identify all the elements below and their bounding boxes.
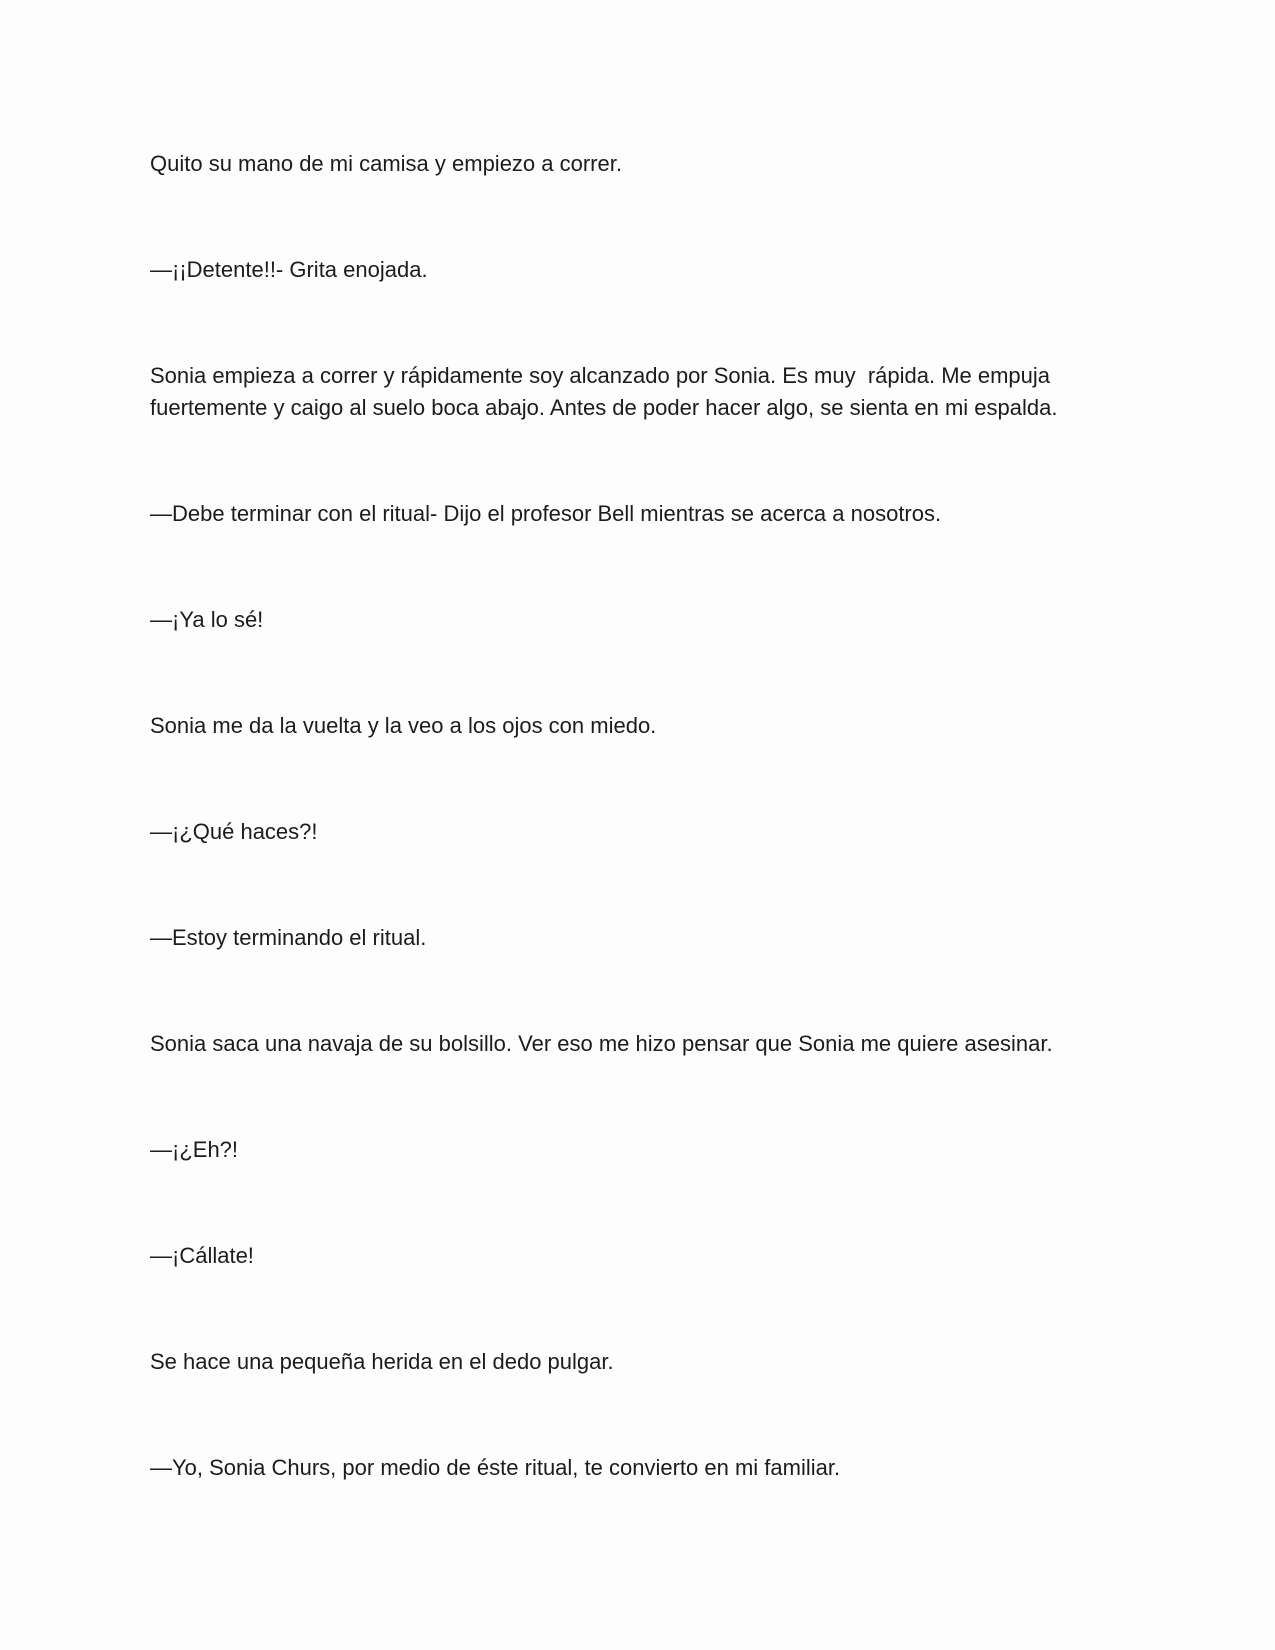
paragraph-9: Sonia saca una navaja de su bolsillo. Ver eso me hizo pensar que Sonia me quiere asesinar. [150,1031,1053,1056]
paragraph-11: —¡Cállate! [150,1243,254,1268]
paragraph-3: Sonia empieza a correr y rápidamente soy alcanzado por Sonia. Es muy rápida. Me empuja fuertemente y caigo al suelo boca abajo. Antes de poder hacer algo, se sienta en mi espalda. [150,363,1058,420]
paragraph-10: —¡¿Eh?! [150,1137,239,1162]
paragraph-4: —Debe terminar con el ritual- Dijo el profesor Bell mientras se acerca a nosotros. [150,501,942,526]
paragraph-5: —¡Ya lo sé! [150,607,264,632]
paragraph-7: —¡¿Qué haces?! [150,819,318,844]
paragraph-2: —¡¡Detente!!- Grita enojada. [150,257,428,282]
paragraph-12: Se hace una pequeña herida en el dedo pulgar. [150,1349,614,1374]
paragraph-1: Quito su mano de mi camisa y empiezo a correr. [150,151,622,176]
paragraph-13: —Yo, Sonia Churs, por medio de éste ritual, te convierto en mi familiar. [150,1455,841,1480]
paragraph-8: —Estoy terminando el ritual. [150,925,427,950]
paragraph-6: Sonia me da la vuelta y la veo a los ojos con miedo. [150,713,657,738]
